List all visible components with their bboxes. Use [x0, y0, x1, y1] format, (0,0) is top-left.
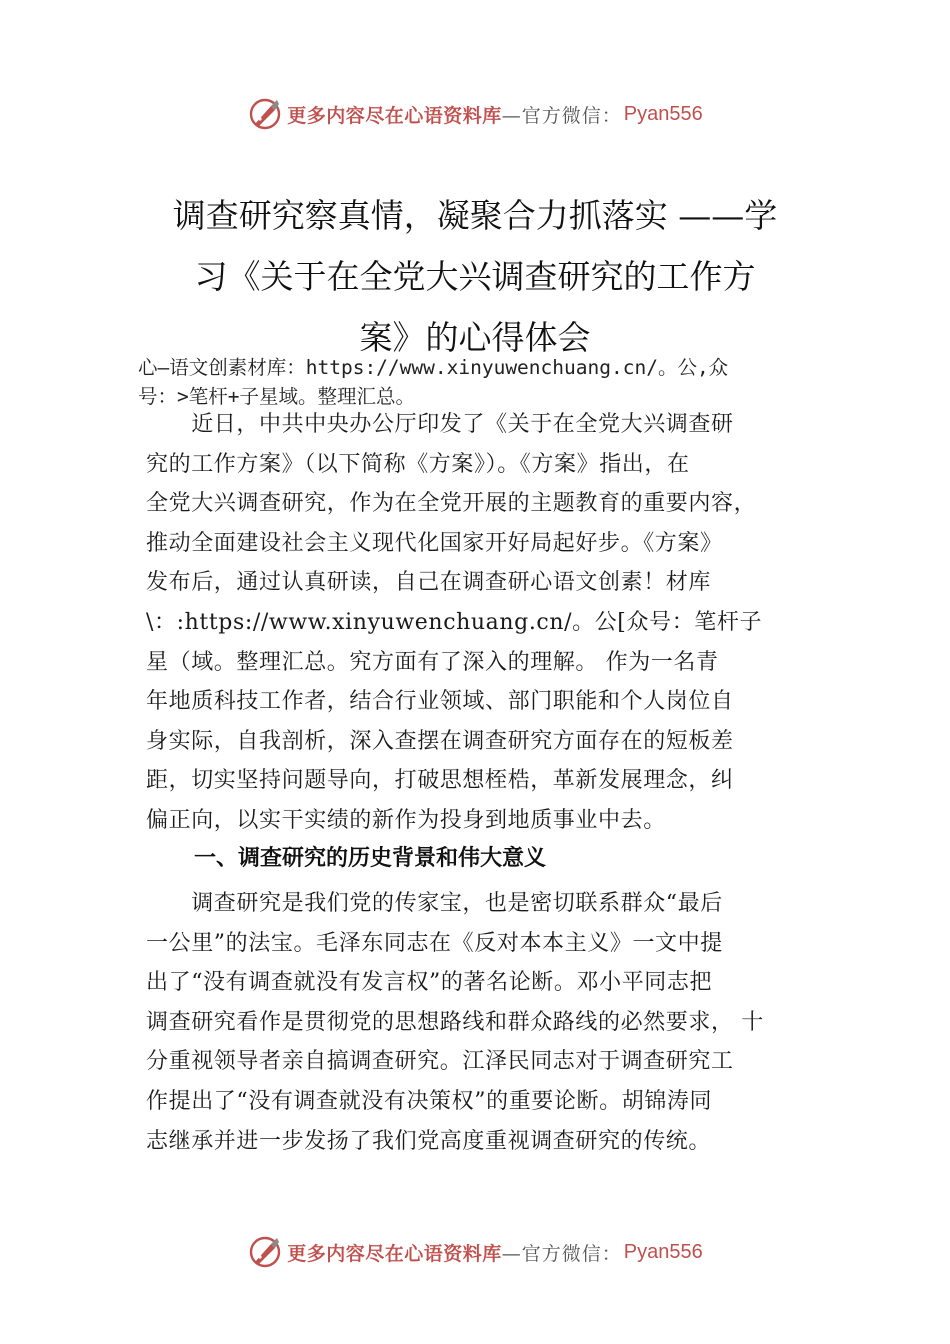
text-line: 发布后，通过认真研读，自己在调查研心语文创素！材库 — [146, 570, 712, 596]
text-line: 全党大兴调查研究，作为在全党开展的主题教育的重要内容， — [146, 491, 757, 517]
text-line: 志继承并进一步发扬了我们党高度重视调查研究的传统。 — [146, 1128, 712, 1154]
text-line: 调查研究是我们党的传家宝，也是密切联系群众“最后 — [146, 891, 723, 916]
document-title — [140, 185, 810, 368]
source-line: 心—语文创素材库：https://www.xinyuwenchuang.cn/。公,众 — [138, 356, 729, 379]
text-line: 调查研究看作是贯彻党的思想路线和群众路线的必然要求， 十 — [146, 1009, 764, 1035]
text-line: 一公里”的法宝。毛泽东同志在《反对本本主义》一文中提 — [146, 930, 723, 956]
section-heading: 一、调查研究的历史背景和伟大意义 — [194, 846, 547, 871]
text-line: 距，切实坚持问题导向，打破思想桎梏，革新发展理念，纠 — [146, 768, 734, 794]
text-line: 近日，中共中央办公厅印发了《关于在全党大兴调查研 — [146, 412, 734, 437]
pen-nib-logo-icon — [247, 96, 283, 132]
title-line: 调查研究察真情，凝聚合力抓落实 ——学 — [172, 196, 778, 235]
text-line: 分重视领导者亲自搞调查研究。江泽民同志对于调查研究工 — [146, 1049, 734, 1075]
text-line: 偏正向，以实干实绩的新作为投身到地质事业中去。 — [146, 807, 666, 833]
title-line: 案》的心得体会 — [359, 318, 591, 357]
banner-text-wechat: —官方微信： — [501, 104, 622, 127]
text-line: 年地质科技工作者，结合行业领域、部门职能和个人岗位自 — [146, 689, 734, 715]
source-note — [138, 353, 843, 411]
body-paragraph-1 — [146, 405, 836, 841]
title-line: 习《关于在全党大兴调查研究的工作方 — [194, 257, 756, 296]
banner-text-main: 更多内容尽在心语资料库 — [287, 104, 502, 127]
pen-nib-logo-icon — [247, 1234, 283, 1270]
text-line: 究的工作方案》（以下简称《方案》）。《方案》指出，在 — [146, 451, 690, 477]
text-line: 星（域。整理汇总。究方面有了深入的理解。 作为一名青 — [146, 649, 719, 675]
text-line: 推动全面建设社会主义现代化国家开好局起好步。《方案》 — [146, 530, 723, 556]
text-line: \：:https://www.xinyuwenchuang.cn/。公[众号：笔杆子 — [146, 609, 763, 635]
text-line: 作提出了“没有调查就没有决策权”的重要论断。胡锦涛同 — [146, 1088, 713, 1114]
text-line: 出了“没有调查就没有发言权”的著名论断。邓小平同志把 — [146, 970, 713, 996]
header-banner — [0, 94, 950, 134]
banner-text-main: 更多内容尽在心语资料库 — [287, 1242, 502, 1265]
banner-text-wechat: —官方微信： — [501, 1242, 622, 1265]
banner-text-id: Pyan556 — [623, 1240, 703, 1263]
text-line: 身实际，自我剖析，深入查摆在调查研究方面存在的短板差 — [146, 728, 734, 754]
source-line: 号：>笔杆+子星域。整理汇总。 — [138, 385, 415, 408]
body-paragraph-2 — [146, 884, 836, 1161]
footer-banner — [0, 1232, 950, 1272]
banner-text-id: Pyan556 — [623, 102, 703, 125]
